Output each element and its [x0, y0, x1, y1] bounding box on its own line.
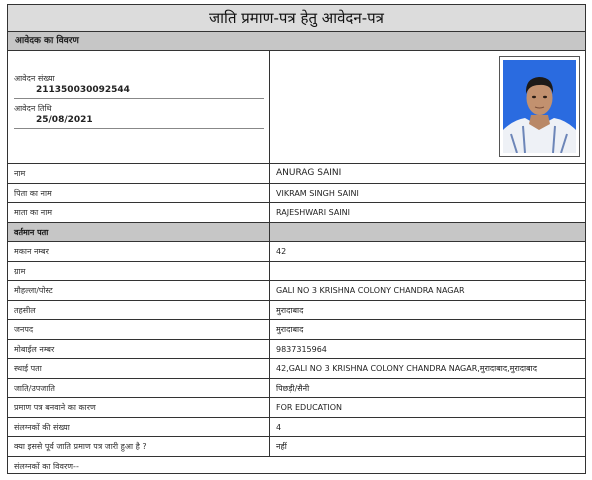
section-value — [270, 223, 585, 242]
applicant-photo-image — [503, 60, 576, 153]
field-value: 4 — [276, 422, 282, 432]
field-row-mother-name — [8, 203, 585, 223]
applicant-photo — [503, 60, 576, 153]
field-value: नहीं — [276, 442, 287, 451]
field-label: मकान नम्बर — [8, 242, 270, 261]
photo-cell — [270, 51, 585, 163]
field-value: 9837315964 — [276, 344, 327, 354]
field-row-village — [8, 262, 585, 282]
section-applicant-details: आवेदक का विवरण — [8, 32, 585, 51]
field-value: मुरादाबाद — [276, 305, 304, 315]
field-row-tehsil — [8, 301, 585, 321]
field-label: जनपद — [8, 320, 270, 339]
field-label: तहसील — [8, 301, 270, 320]
field-label: पिता का नाम — [8, 184, 270, 203]
field-value: पिछड़ी/सैनी — [276, 383, 310, 393]
attachments-details-label: संलग्नकों का विवरण-- — [14, 461, 79, 471]
meta-divider — [14, 128, 264, 129]
field-label: ग्राम — [8, 262, 270, 281]
field-value: मुरादाबाद — [276, 325, 304, 334]
field-value: 42 — [276, 247, 287, 256]
field-value: VIKRAM SINGH SAINI — [276, 188, 359, 198]
application-header — [8, 51, 585, 164]
field-row-mobile — [8, 340, 585, 360]
field-row-previous-certificate — [8, 437, 585, 457]
field-row-name — [8, 164, 585, 184]
field-value: GALI NO 3 KRISHNA COLONY CHANDRA NAGAR — [276, 286, 465, 295]
section-current-address — [8, 223, 585, 243]
form-title: जाति प्रमाण-पत्र हेतु आवेदन-पत्र — [8, 5, 585, 32]
meta-divider — [14, 98, 264, 99]
field-row-attachment-count — [8, 418, 585, 438]
field-label: संलग्नकों की संख्या — [8, 418, 270, 437]
field-row-purpose — [8, 398, 585, 418]
application-number: 211350030092544 — [36, 85, 130, 95]
field-row-permanent-address — [8, 359, 585, 379]
application-meta — [8, 51, 270, 163]
applicant-photo-frame — [499, 56, 580, 157]
application-date: 25/08/2021 — [36, 115, 93, 125]
application-form — [7, 4, 586, 474]
attachments-details-row — [8, 457, 585, 473]
field-value: RAJESHWARI SAINI — [276, 208, 351, 217]
field-label: मौहल्ला/पोस्ट — [8, 281, 270, 300]
field-row-father-name — [8, 184, 585, 204]
field-label: प्रमाण पत्र बनवाने का कारण — [8, 398, 270, 417]
application-number-label: आवेदन संख्या — [14, 74, 55, 83]
field-label: नाम — [8, 164, 270, 183]
field-row-district — [8, 320, 585, 340]
field-row-locality — [8, 281, 585, 301]
field-label: क्या इससे पूर्व जाति प्रमाण पत्र जारी हुआ है ? — [8, 437, 270, 456]
application-date-label: आवेदन तिथि — [14, 104, 52, 113]
field-label: स्थाई पता — [8, 359, 270, 378]
field-label: माता का नाम — [8, 203, 270, 222]
field-value: 42,GALI NO 3 KRISHNA COLONY CHANDRA NAGAR,मुरादाबाद,मुरादाबाद — [276, 364, 538, 373]
field-value — [270, 262, 585, 281]
field-row-caste — [8, 379, 585, 399]
field-value: FOR EDUCATION — [276, 403, 343, 412]
field-row-house-number — [8, 242, 585, 262]
field-label: मोबाईल नम्बर — [8, 340, 270, 359]
field-label: जाति/उपजाति — [8, 379, 270, 398]
field-value: ANURAG SAINI — [276, 168, 342, 178]
section-label: वर्तमान पता — [8, 223, 270, 242]
